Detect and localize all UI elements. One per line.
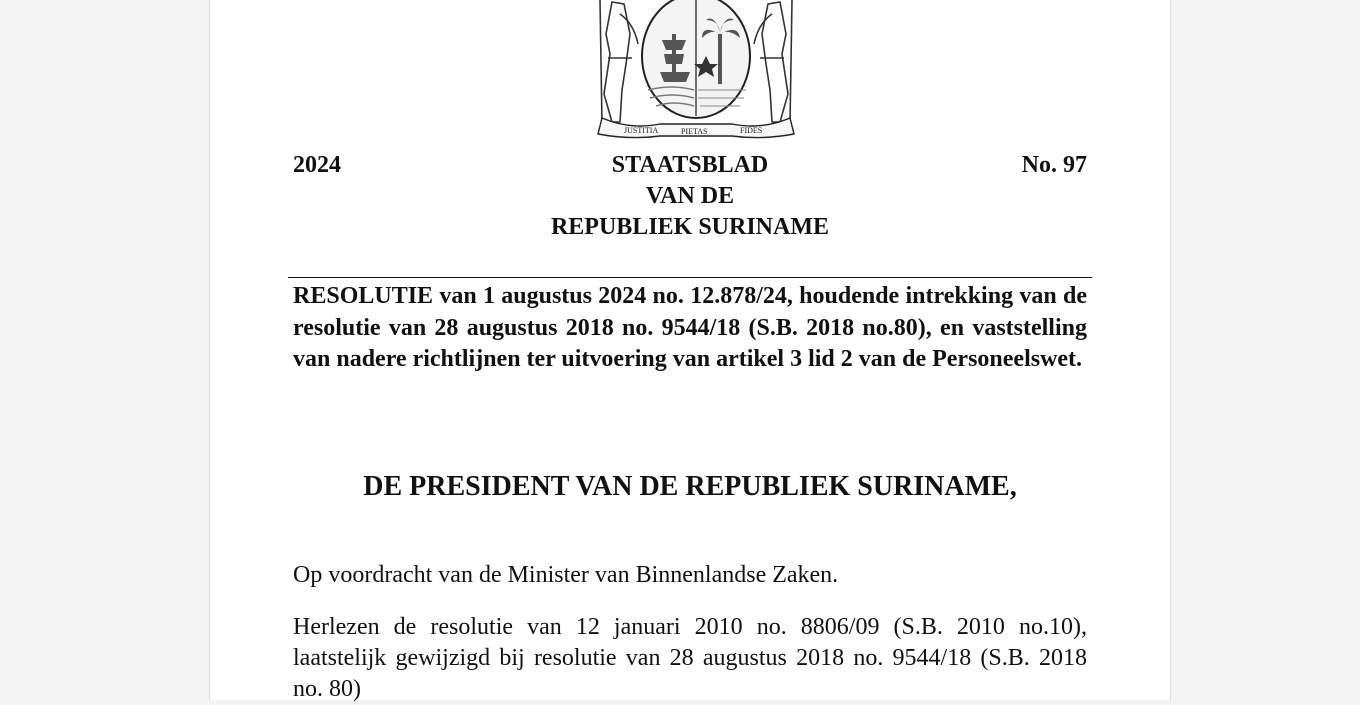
title-line-3: REPUBLIEK SURINAME xyxy=(550,214,830,240)
gazette-year: 2024 xyxy=(293,152,341,178)
gazette-number: No. 97 xyxy=(1021,152,1087,178)
resolution-title: RESOLUTIE van 1 augustus 2024 no. 12.878/24, houdende intrekking van de resolutie van 28 augustus 2018 no. 9544/18 (S.B. 2018 no.80), en vaststelling van nadere richtlijnen ter uitvoering van artikel 3 lid 2 van de Personeelswet. xyxy=(293,283,1087,372)
motto-right-text: FIDES xyxy=(740,126,763,135)
paragraph-herlezen: Herlezen de resolutie van 12 januari 2010 no. 8806/09 (S.B. 2010 no.10), laatstelijk gewijzigd bij resolutie van 28 augustus 2018 no. 9544/18 (S.B. 2018 no. 80) xyxy=(293,614,1087,702)
title-line-2: VAN DE xyxy=(645,183,735,209)
title-line-1: STAATSBLAD xyxy=(611,152,769,178)
motto-center-text: PIETAS xyxy=(681,127,708,136)
gazette-title xyxy=(293,150,1087,243)
paragraph-voordracht: Op voordracht van de Minister van Binnenlandse Zaken. xyxy=(293,562,839,588)
document-page xyxy=(209,0,1171,700)
horizontal-divider xyxy=(288,277,1092,278)
president-heading: DE PRESIDENT VAN DE REPUBLIEK SURINAME, xyxy=(363,471,1017,502)
motto-left-text: JUSTITIA xyxy=(624,126,659,135)
coat-of-arms-emblem xyxy=(590,0,802,140)
